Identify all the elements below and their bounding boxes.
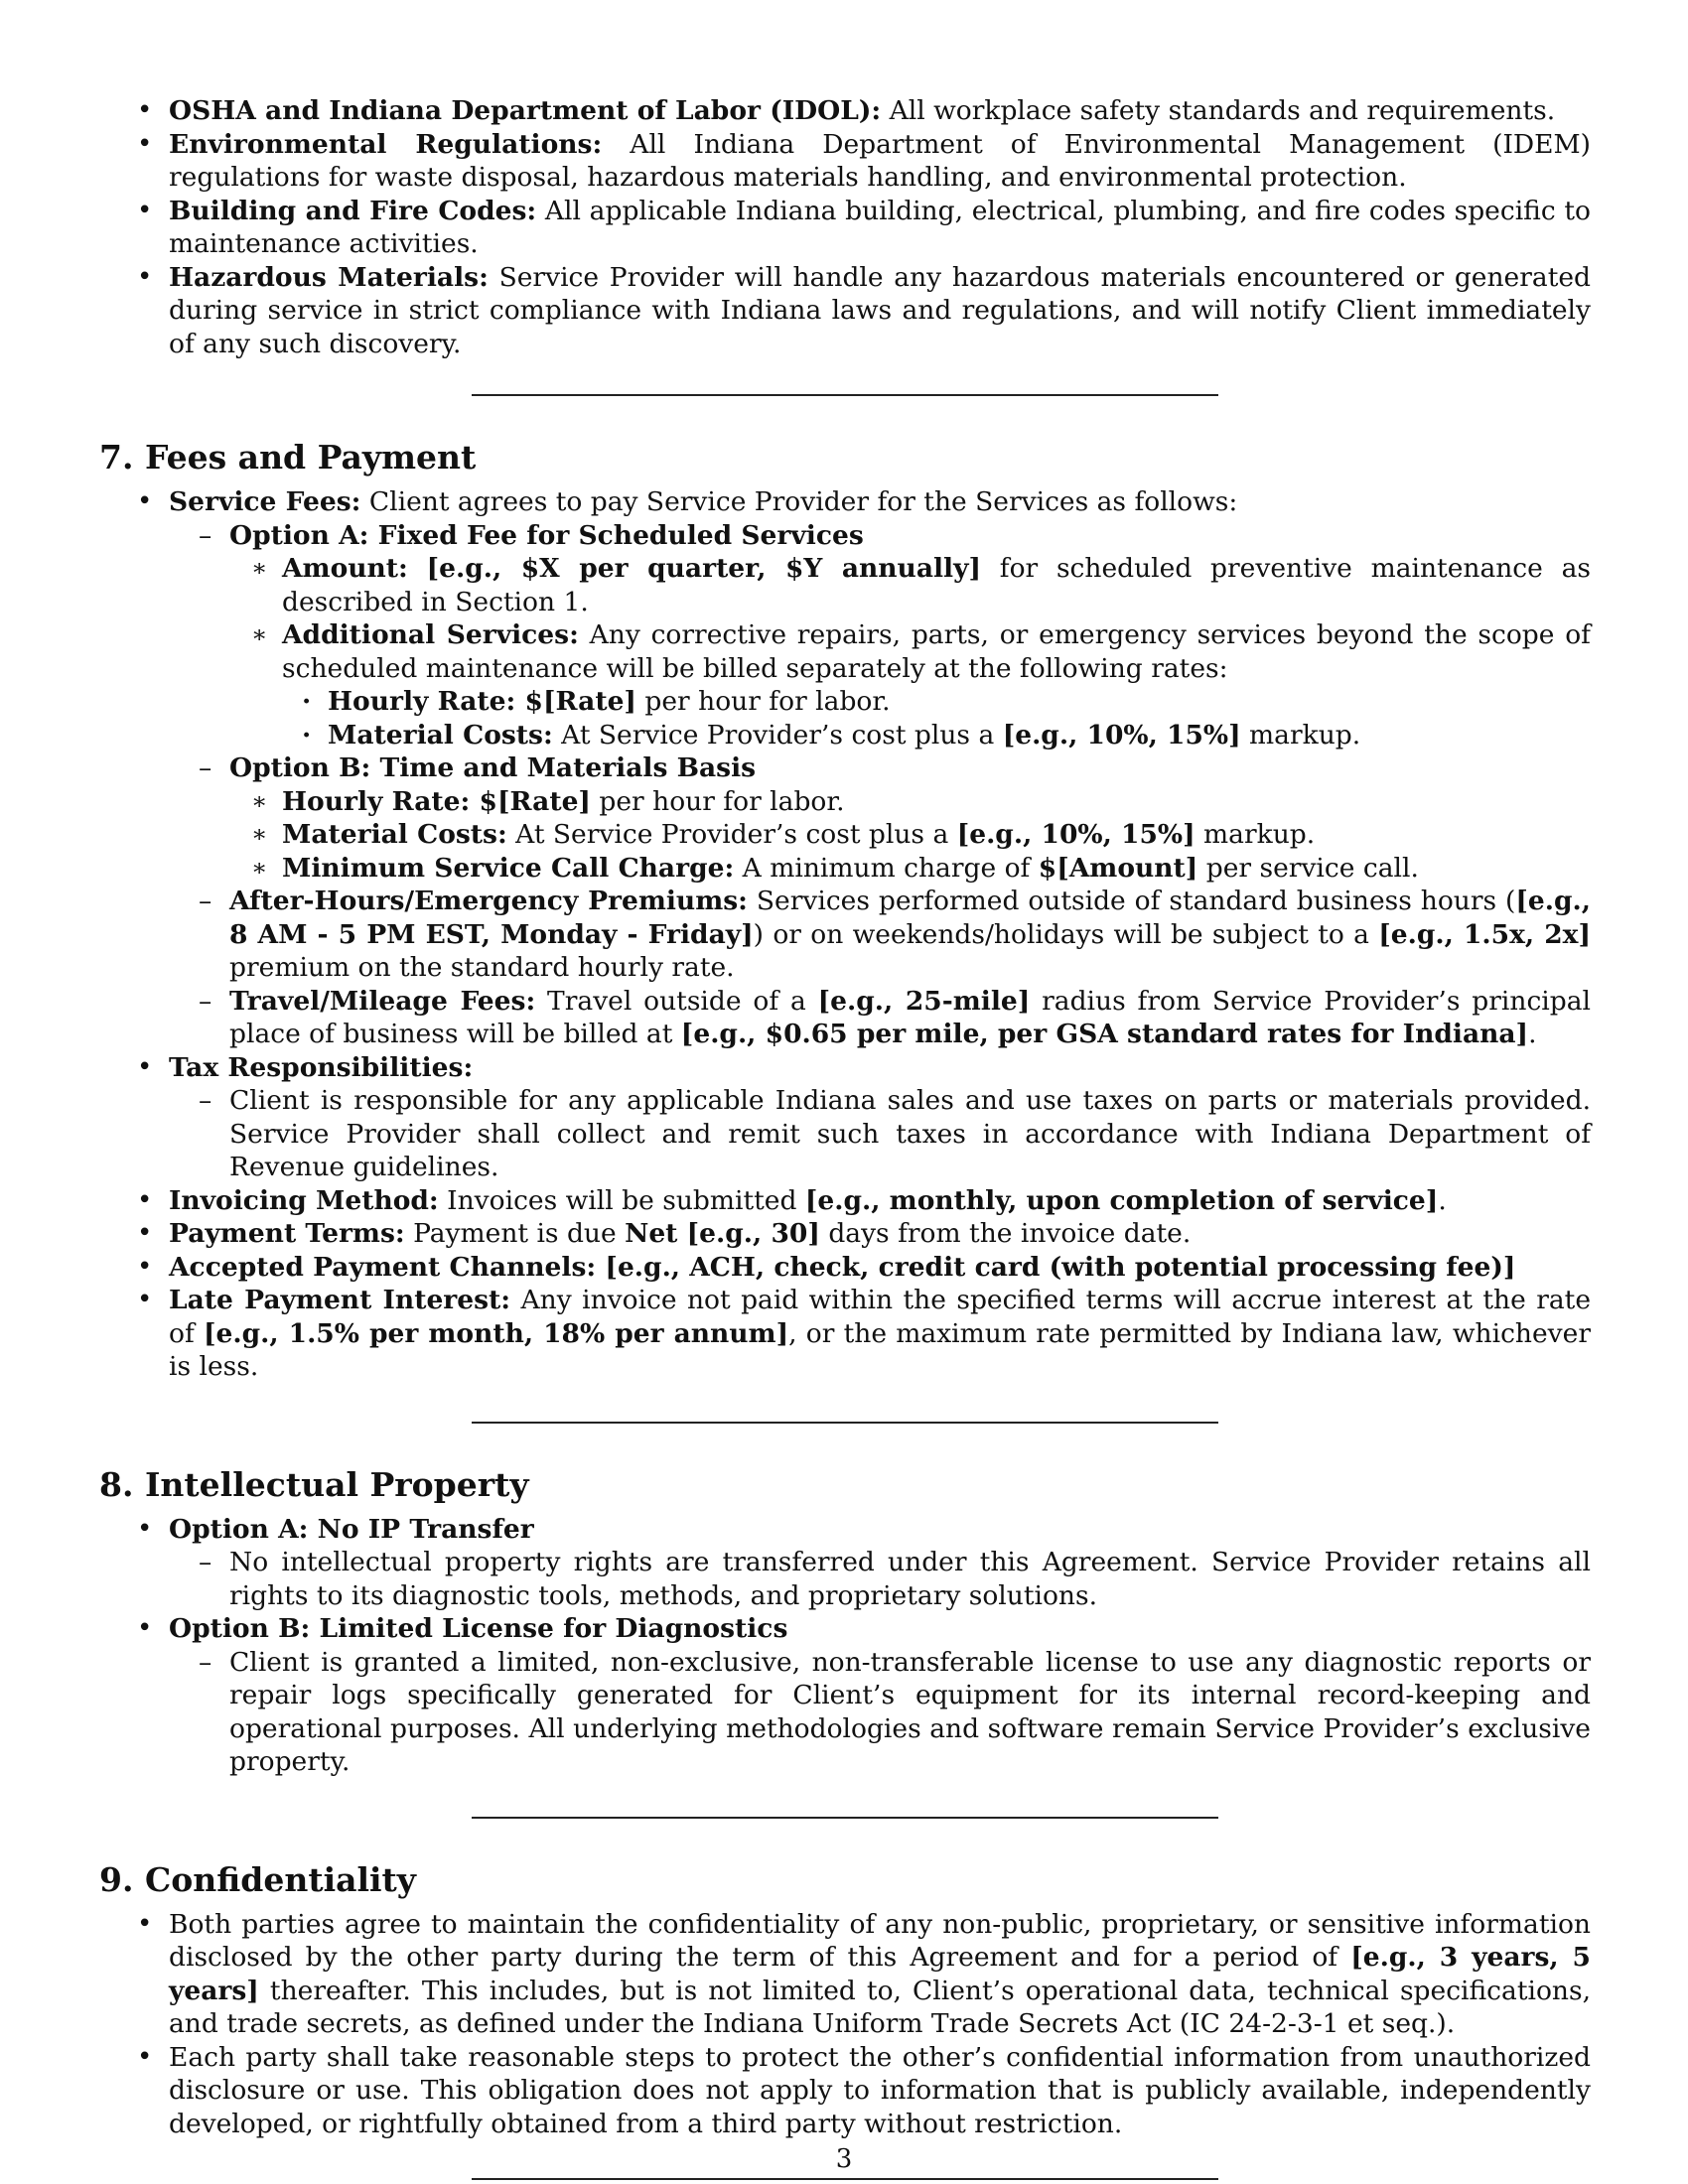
item-label: Tax Responsibilities: bbox=[169, 1051, 474, 1083]
item-text: All workplace safety standards and requirements. bbox=[881, 95, 1556, 126]
option-title: Option A: Fixed Fee for Scheduled Services bbox=[229, 519, 864, 551]
section-title: Intellectual Property bbox=[145, 1464, 529, 1504]
item-text: . bbox=[1438, 1184, 1447, 1216]
placeholder-value: [e.g., ACH, check, credit card (with potential processing fee)] bbox=[596, 1251, 1516, 1283]
placeholder-value: [e.g., $0.65 per mile, per GSA standard rates for Indiana] bbox=[680, 1019, 1529, 1049]
list-item bbox=[99, 94, 1591, 128]
section-divider bbox=[472, 1817, 1218, 1819]
item-text: radius from Service Provider’s principal place of business will be billed at bbox=[229, 985, 1592, 1049]
list-item bbox=[169, 885, 1591, 985]
list-item bbox=[99, 1612, 1591, 1779]
item-text: Travel outside of a bbox=[535, 985, 818, 1017]
item-text: At Service Provider’s cost plus a bbox=[552, 719, 1003, 751]
list-item bbox=[99, 1217, 1591, 1251]
list-item bbox=[229, 852, 1591, 886]
placeholder-value: [e.g., 25-mile] bbox=[817, 985, 1031, 1017]
placeholder-value: [e.g., monthly, upon completion of service] bbox=[804, 1184, 1439, 1216]
placeholder-value: $[Amount] bbox=[1038, 852, 1198, 884]
list-item bbox=[169, 519, 1591, 752]
item-text: Payment is due bbox=[404, 1218, 626, 1249]
section-heading-fees bbox=[99, 438, 1591, 478]
placeholder-value: [e.g., 10%, 15%] bbox=[1002, 719, 1241, 751]
page-number: 3 bbox=[835, 2144, 853, 2174]
list-item bbox=[99, 261, 1591, 361]
list-item bbox=[169, 1546, 1591, 1612]
item-label: After-Hours/Emergency Premiums: bbox=[229, 886, 748, 916]
section-heading-confidentiality bbox=[99, 1860, 1591, 1900]
list-item bbox=[229, 552, 1591, 618]
ip-option-b-list bbox=[169, 1646, 1591, 1779]
item-label: Travel/Mileage Fees: bbox=[229, 985, 536, 1017]
compliance-list bbox=[99, 94, 1591, 360]
item-label: Hourly Rate: $[Rate] bbox=[328, 686, 636, 717]
item-text: Client is granted a limited, non-exclusive, non-transferable license to use any diagnostic reports or repair logs specifically generated for Client’s equipment for its internal record-keeping and operational purposes. All underlying methodologies and software remain Service Provider’s exclusive property. bbox=[229, 1646, 1591, 1777]
placeholder-value: [e.g., 3 years, 5 years] bbox=[169, 1942, 1591, 2006]
placeholder-value: [e.g., $X per quarter, $Y annually] bbox=[426, 553, 982, 584]
rates-list bbox=[282, 685, 1591, 751]
item-text: premium on the standard hourly rate. bbox=[229, 952, 735, 983]
item-text: . bbox=[1528, 1019, 1537, 1049]
item-text: No intellectual property rights are transferred under this Agreement. Service Provider retains all rights to its diagnostic tools, methods, and proprietary solutions. bbox=[229, 1547, 1591, 1611]
list-item bbox=[229, 618, 1591, 751]
placeholder-value: [e.g., 1.5% per month, 18% per annum] bbox=[204, 1317, 789, 1349]
section-title: Fees and Payment bbox=[145, 438, 477, 477]
item-label: Material Costs: bbox=[282, 819, 507, 850]
list-item bbox=[169, 1646, 1591, 1779]
fees-list bbox=[99, 485, 1591, 1384]
list-item bbox=[99, 1251, 1591, 1285]
item-label: Invoicing Method: bbox=[169, 1184, 439, 1216]
item-label: Payment Terms: bbox=[169, 1218, 405, 1249]
placeholder-value: [e.g., 10%, 15%] bbox=[956, 819, 1196, 850]
item-label: Service Fees: bbox=[169, 486, 361, 517]
item-label: Minimum Service Call Charge: bbox=[282, 852, 735, 884]
item-text: Client is responsible for any applicable Indiana sales and use taxes on parts or materials provided. Service Provider shall collect and remit such taxes in accordance with Indiana Department of Revenue guidelines. bbox=[229, 1085, 1591, 1182]
option-b-list bbox=[229, 785, 1591, 886]
item-label: Building and Fire Codes: bbox=[169, 195, 537, 226]
option-a-list bbox=[229, 552, 1591, 751]
item-label: Accepted Payment Channels: bbox=[169, 1251, 597, 1283]
item-label: Environmental Regulations: bbox=[169, 128, 603, 160]
list-item bbox=[169, 985, 1591, 1051]
item-label: Hourly Rate: $[Rate] bbox=[282, 785, 591, 817]
list-item bbox=[99, 128, 1591, 195]
item-text: All applicable Indiana building, electrical, plumbing, and fire codes specific to maintenance activities. bbox=[169, 195, 1591, 259]
item-text: ) or on weekends/holidays will be subject to a bbox=[753, 918, 1379, 950]
section-number: 9. bbox=[99, 1859, 134, 1899]
item-label: Hazardous Materials: bbox=[169, 261, 489, 293]
list-item bbox=[229, 818, 1591, 852]
list-item bbox=[229, 785, 1591, 819]
list-item bbox=[99, 1284, 1591, 1384]
item-text: Invoices will be submitted bbox=[438, 1184, 805, 1216]
item-text: Both parties agree to maintain the confidentiality of any non-public, proprietary, or sensitive information disclosed by the other party during the term of this Agreement and for a period of bbox=[169, 1908, 1591, 1973]
item-text: Any corrective repairs, parts, or emergency services beyond the scope of scheduled maintenance will be billed separately at the following rates: bbox=[282, 619, 1591, 684]
item-text: All Indiana Department of Environmental Management (IDEM) regulations for waste disposal, hazardous materials handling, and environmental protection. bbox=[169, 128, 1591, 193]
section-number: 7. bbox=[99, 438, 134, 477]
item-text: Any invoice not paid within the specified terms will accrue interest at the rate of bbox=[169, 1285, 1592, 1349]
item-text: per service call. bbox=[1197, 852, 1419, 884]
item-label: Additional Services: bbox=[282, 619, 579, 650]
list-item bbox=[99, 1908, 1591, 2041]
list-item bbox=[99, 1184, 1591, 1218]
list-item bbox=[169, 751, 1591, 885]
item-label: OSHA and Indiana Department of Labor (IDOL): bbox=[169, 95, 882, 126]
list-item bbox=[169, 1084, 1591, 1184]
list-item bbox=[99, 1513, 1591, 1613]
list-item bbox=[99, 1051, 1591, 1184]
list-item bbox=[282, 685, 1591, 719]
item-text: Client agrees to pay Service Provider for the Services as follows: bbox=[360, 486, 1238, 517]
item-text: Services performed outside of standard business hours ( bbox=[747, 886, 1516, 916]
item-text: Service Provider will handle any hazardous materials encountered or generated during service in strict compliance with Indiana laws and regulations, and will notify Client immediately of any such discovery. bbox=[169, 261, 1591, 359]
item-text: days from the invoice date. bbox=[819, 1218, 1192, 1249]
ip-option-a-list bbox=[169, 1546, 1591, 1612]
item-text: for scheduled preventive maintenance as described in Section 1. bbox=[282, 553, 1591, 617]
item-label: Material Costs: bbox=[328, 719, 553, 751]
placeholder-value: [e.g., 1.5x, 2x] bbox=[1378, 918, 1591, 950]
item-text: markup. bbox=[1195, 819, 1316, 850]
list-item bbox=[99, 485, 1591, 1051]
list-item bbox=[99, 195, 1591, 261]
item-text: per hour for labor. bbox=[590, 785, 845, 817]
confidentiality-list bbox=[99, 1908, 1591, 2141]
placeholder-value: Net [e.g., 30] bbox=[625, 1218, 820, 1249]
item-text: markup. bbox=[1240, 719, 1361, 751]
section-divider bbox=[472, 394, 1218, 396]
list-item bbox=[99, 2041, 1591, 2141]
tax-list bbox=[169, 1084, 1591, 1184]
section-divider bbox=[472, 1422, 1218, 1424]
ip-list bbox=[99, 1513, 1591, 1779]
item-text: , or the maximum rate permitted by Indiana law, whichever is less. bbox=[169, 1317, 1591, 1382]
item-label: Amount: bbox=[282, 553, 408, 584]
item-text: At Service Provider’s cost plus a bbox=[506, 819, 957, 850]
item-text: thereafter. This includes, but is not limited to, Client’s operational data, technical specifications, and trade secrets, as defined under the Indiana Uniform Trade Secrets Act (IC 24-2-3-1 et seq.). bbox=[169, 1975, 1591, 2039]
section-divider bbox=[472, 2178, 1218, 2180]
section-title: Confidentiality bbox=[145, 1859, 416, 1899]
option-title: Option B: Time and Materials Basis bbox=[229, 752, 757, 783]
fee-options-list bbox=[169, 519, 1591, 1051]
item-text: per hour for labor. bbox=[635, 686, 891, 717]
item-label: Late Payment Interest: bbox=[169, 1285, 511, 1315]
item-text: Each party shall take reasonable steps to protect the other’s confidential information from unauthorized disclosure or use. This obligation does not apply to information that is publicly available, independently developed, or rightfully obtained from a third party without restriction. bbox=[169, 2041, 1591, 2139]
section-number: 8. bbox=[99, 1464, 134, 1504]
placeholder-value: [e.g., 8 AM - 5 PM EST, Monday - Friday] bbox=[229, 886, 1591, 950]
list-item bbox=[282, 719, 1591, 752]
option-title: Option B: Limited License for Diagnostics bbox=[169, 1613, 788, 1644]
section-heading-ip bbox=[99, 1465, 1591, 1505]
option-title: Option A: No IP Transfer bbox=[169, 1513, 534, 1545]
item-text: A minimum charge of bbox=[734, 852, 1039, 884]
